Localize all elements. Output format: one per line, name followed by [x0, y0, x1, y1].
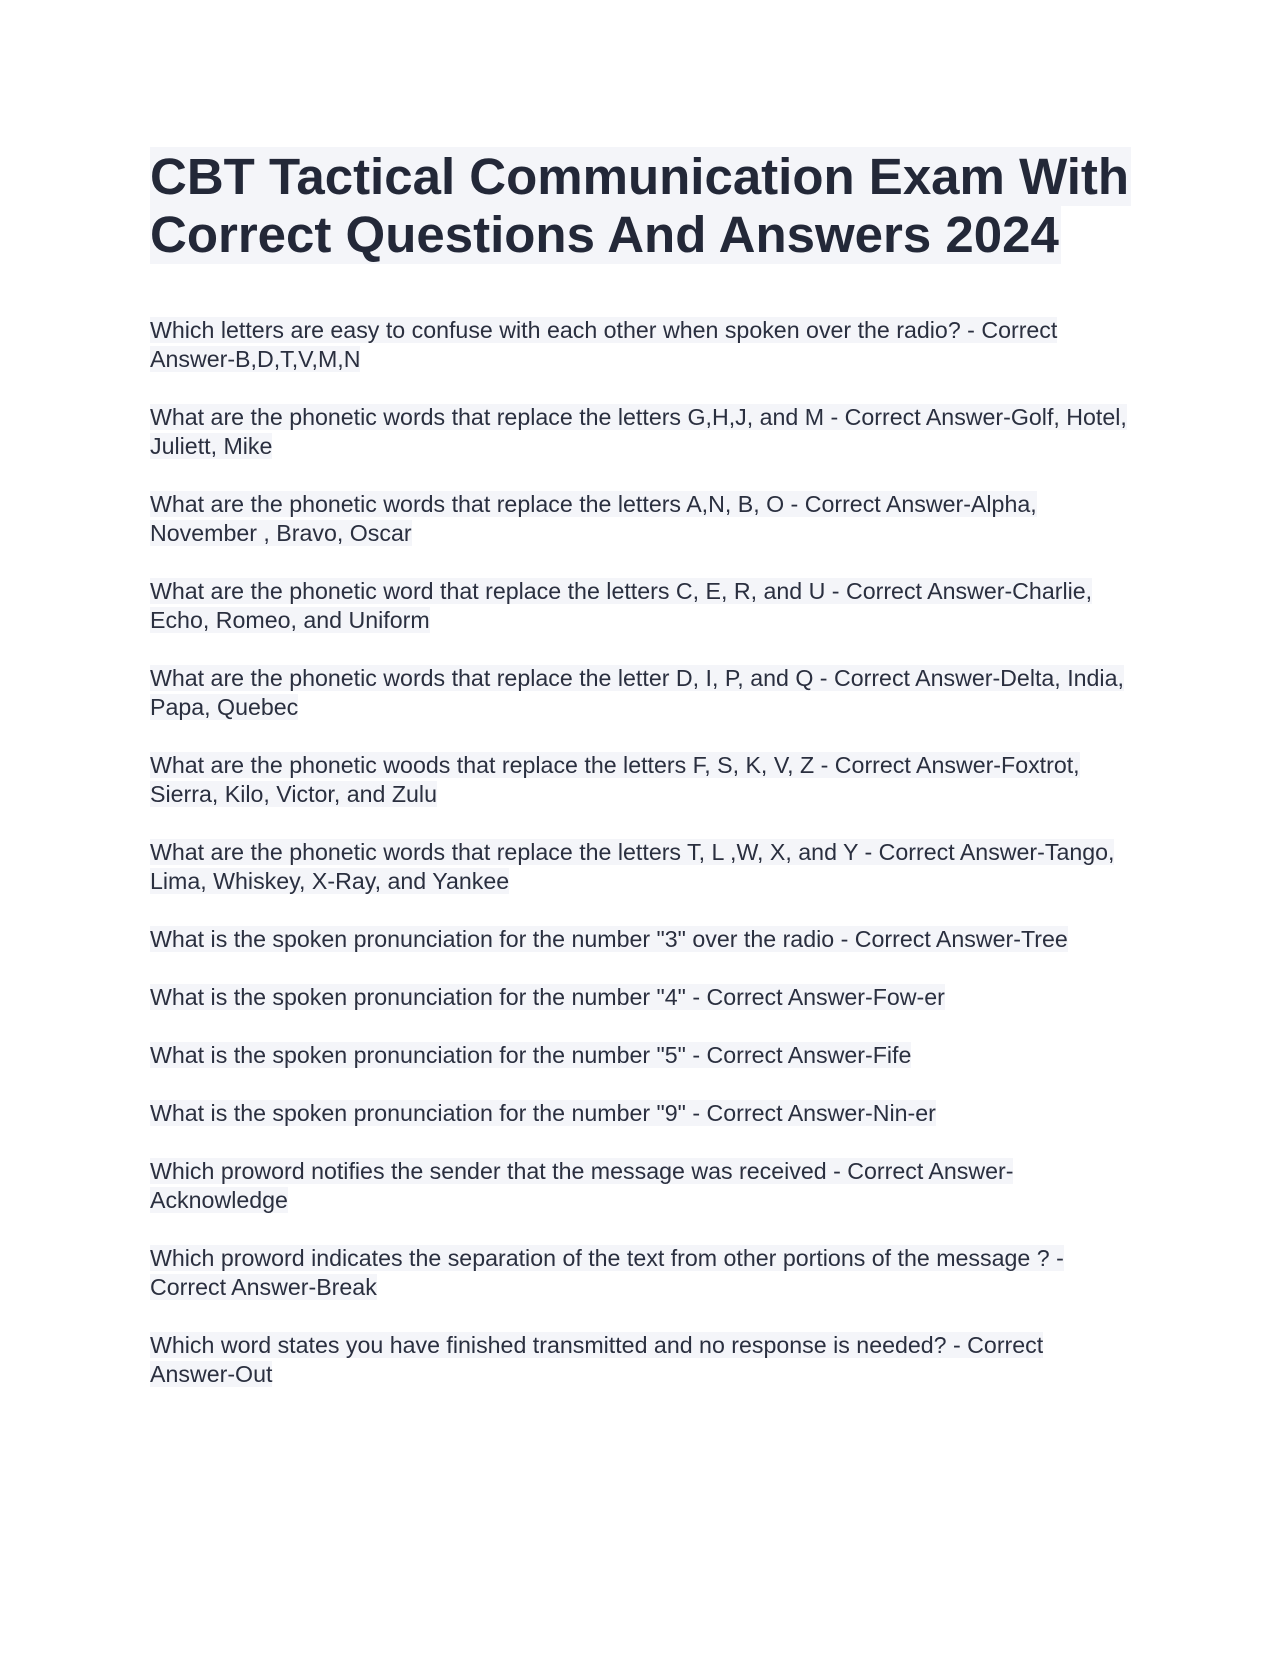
qa-text: What are the phonetic words that replace the letter D, I, P, and Q - Correct Answer-Delta, India, Papa, Quebec: [150, 665, 1124, 720]
document-title-text: CBT Tactical Communication Exam With Correct Questions And Answers 2024: [150, 148, 1130, 263]
qa-item: [150, 490, 1130, 548]
qa-item: [150, 1099, 1130, 1128]
qa-text: Which letters are easy to confuse with each other when spoken over the radio? - Correct Answer-B,D,T,V,M,N: [150, 317, 1058, 372]
qa-item: [150, 838, 1130, 896]
qa-text: What are the phonetic word that replace the letters C, E, R, and U - Correct Answer-Charlie, Echo, Romeo, and Uniform: [150, 578, 1093, 633]
qa-item: [150, 1244, 1130, 1302]
qa-text: Which proword notifies the sender that the message was received - Correct Answer-Acknowledge: [150, 1158, 1014, 1213]
qa-item: [150, 664, 1130, 722]
qa-text: Which word states you have finished transmitted and no response is needed? - Correct Answer-Out: [150, 1332, 1044, 1387]
document-page: [150, 148, 1130, 1418]
qa-text: What are the phonetic words that replace the letters T, L ,W, X, and Y - Correct Answer-Tango, Lima, Whiskey, X-Ray, and Yankee: [150, 839, 1115, 894]
document-title: [150, 148, 1130, 264]
qa-item: [150, 1041, 1130, 1070]
qa-text: What is the spoken pronunciation for the number "5" - Correct Answer-Fife: [150, 1042, 912, 1068]
qa-text: What is the spoken pronunciation for the number "3" over the radio - Correct Answer-Tree: [150, 926, 1068, 952]
qa-text: What is the spoken pronunciation for the number "9" - Correct Answer-Nin-er: [150, 1100, 936, 1126]
qa-item: [150, 1157, 1130, 1215]
qa-list: [150, 316, 1130, 1389]
qa-item: [150, 403, 1130, 461]
qa-text: What are the phonetic words that replace the letters G,H,J, and M - Correct Answer-Golf, Hotel, Juliett, Mike: [150, 404, 1127, 459]
qa-item: [150, 925, 1130, 954]
qa-text: What are the phonetic woods that replace the letters F, S, K, V, Z - Correct Answer-Foxtrot, Sierra, Kilo, Victor, and Zulu: [150, 752, 1080, 807]
qa-text: What are the phonetic words that replace the letters A,N, B, O - Correct Answer-Alpha, November , Bravo, Oscar: [150, 491, 1037, 546]
qa-item: [150, 751, 1130, 809]
qa-item: [150, 1331, 1130, 1389]
qa-item: [150, 577, 1130, 635]
qa-item: [150, 983, 1130, 1012]
qa-text: Which proword indicates the separation of the text from other portions of the message ? - Correct Answer-Break: [150, 1245, 1064, 1300]
qa-text: What is the spoken pronunciation for the number "4" - Correct Answer-Fow-er: [150, 984, 945, 1010]
qa-item: [150, 316, 1130, 374]
